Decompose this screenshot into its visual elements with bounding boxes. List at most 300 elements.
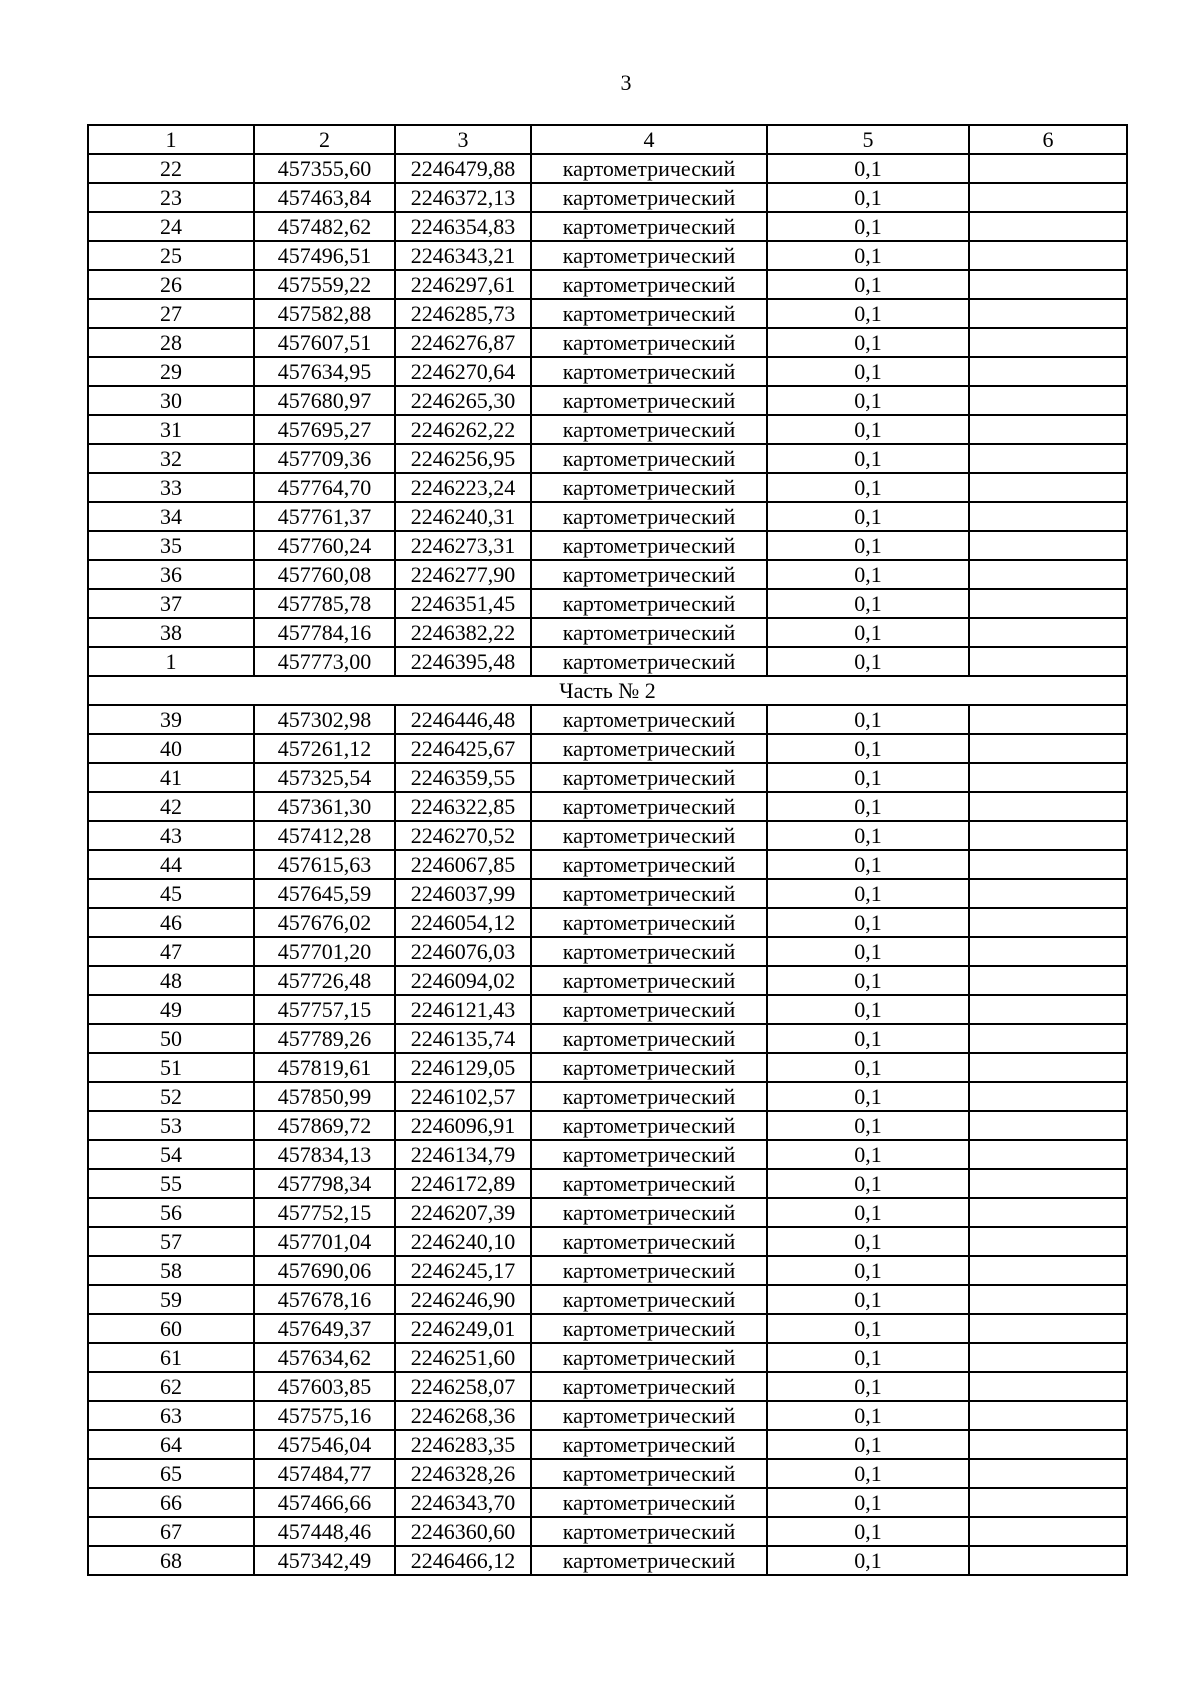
point-number-cell: 49	[88, 995, 254, 1024]
coordinate-y-cell: 2246067,85	[395, 850, 531, 879]
table-row	[88, 1285, 1127, 1314]
accuracy-cell: 0,1	[767, 879, 969, 908]
accuracy-cell: 0,1	[767, 792, 969, 821]
coordinate-y-cell: 2246351,45	[395, 589, 531, 618]
note-cell	[969, 647, 1127, 676]
method-cell: картометрический	[531, 1111, 767, 1140]
accuracy-cell: 0,1	[767, 1488, 969, 1517]
table-row	[88, 1430, 1127, 1459]
table-row	[88, 647, 1127, 676]
point-number-cell: 26	[88, 270, 254, 299]
table-row	[88, 1227, 1127, 1256]
accuracy-cell: 0,1	[767, 1024, 969, 1053]
coordinate-x-cell: 457764,70	[254, 473, 395, 502]
coordinate-y-cell: 2246102,57	[395, 1082, 531, 1111]
method-cell: картометрический	[531, 502, 767, 531]
coordinate-x-cell: 457649,37	[254, 1314, 395, 1343]
coordinate-x-cell: 457634,95	[254, 357, 395, 386]
accuracy-cell: 0,1	[767, 183, 969, 212]
coordinate-x-cell: 457789,26	[254, 1024, 395, 1053]
coordinate-y-cell: 2246382,22	[395, 618, 531, 647]
table-row	[88, 966, 1127, 995]
accuracy-cell: 0,1	[767, 1314, 969, 1343]
note-cell	[969, 415, 1127, 444]
table-row	[88, 908, 1127, 937]
coordinate-y-cell: 2246245,17	[395, 1256, 531, 1285]
coordinate-x-cell: 457690,06	[254, 1256, 395, 1285]
table-row	[88, 821, 1127, 850]
accuracy-cell: 0,1	[767, 1372, 969, 1401]
accuracy-cell: 0,1	[767, 1256, 969, 1285]
coordinate-x-cell: 457261,12	[254, 734, 395, 763]
accuracy-cell: 0,1	[767, 1140, 969, 1169]
point-number-cell: 54	[88, 1140, 254, 1169]
coordinate-y-cell: 2246343,70	[395, 1488, 531, 1517]
coordinate-y-cell: 2246372,13	[395, 183, 531, 212]
coordinate-y-cell: 2246283,35	[395, 1430, 531, 1459]
method-cell: картометрический	[531, 850, 767, 879]
note-cell	[969, 589, 1127, 618]
method-cell: картометрический	[531, 589, 767, 618]
coordinate-x-cell: 457760,08	[254, 560, 395, 589]
point-number-cell: 65	[88, 1459, 254, 1488]
coordinate-y-cell: 2246322,85	[395, 792, 531, 821]
section-row	[88, 676, 1127, 705]
accuracy-cell: 0,1	[767, 241, 969, 270]
method-cell: картометрический	[531, 1488, 767, 1517]
note-cell	[969, 734, 1127, 763]
note-cell	[969, 560, 1127, 589]
note-cell	[969, 1372, 1127, 1401]
note-cell	[969, 502, 1127, 531]
method-cell: картометрический	[531, 473, 767, 502]
table-row	[88, 270, 1127, 299]
coordinate-y-cell: 2246270,52	[395, 821, 531, 850]
point-number-cell: 59	[88, 1285, 254, 1314]
point-number-cell: 53	[88, 1111, 254, 1140]
coordinate-x-cell: 457582,88	[254, 299, 395, 328]
point-number-cell: 62	[88, 1372, 254, 1401]
point-number-cell: 25	[88, 241, 254, 270]
method-cell: картометрический	[531, 1053, 767, 1082]
accuracy-cell: 0,1	[767, 1169, 969, 1198]
accuracy-cell: 0,1	[767, 705, 969, 734]
table-row	[88, 1140, 1127, 1169]
coordinate-x-cell: 457773,00	[254, 647, 395, 676]
note-cell	[969, 531, 1127, 560]
point-number-cell: 47	[88, 937, 254, 966]
coordinate-y-cell: 2246270,64	[395, 357, 531, 386]
point-number-cell: 37	[88, 589, 254, 618]
method-cell: картометрический	[531, 270, 767, 299]
accuracy-cell: 0,1	[767, 212, 969, 241]
accuracy-cell: 0,1	[767, 618, 969, 647]
method-cell: картометрический	[531, 1372, 767, 1401]
method-cell: картометрический	[531, 1024, 767, 1053]
method-cell: картометрический	[531, 705, 767, 734]
coordinate-x-cell: 457603,85	[254, 1372, 395, 1401]
table-row	[88, 1198, 1127, 1227]
coordinate-x-cell: 457575,16	[254, 1401, 395, 1430]
note-cell	[969, 212, 1127, 241]
table-row	[88, 415, 1127, 444]
table-row	[88, 1169, 1127, 1198]
table-row	[88, 357, 1127, 386]
point-number-cell: 44	[88, 850, 254, 879]
coordinate-x-cell: 457701,04	[254, 1227, 395, 1256]
point-number-cell: 61	[88, 1343, 254, 1372]
point-number-cell: 63	[88, 1401, 254, 1430]
coordinate-x-cell: 457484,77	[254, 1459, 395, 1488]
note-cell	[969, 1082, 1127, 1111]
method-cell: картометрический	[531, 531, 767, 560]
point-number-cell: 48	[88, 966, 254, 995]
method-cell: картометрический	[531, 1227, 767, 1256]
note-cell	[969, 1517, 1127, 1546]
coordinate-y-cell: 2246172,89	[395, 1169, 531, 1198]
table-row	[88, 705, 1127, 734]
coordinate-x-cell: 457752,15	[254, 1198, 395, 1227]
note-cell	[969, 386, 1127, 415]
coordinate-x-cell: 457615,63	[254, 850, 395, 879]
method-cell: картометрический	[531, 792, 767, 821]
point-number-cell: 57	[88, 1227, 254, 1256]
accuracy-cell: 0,1	[767, 328, 969, 357]
note-cell	[969, 1024, 1127, 1053]
point-number-cell: 27	[88, 299, 254, 328]
method-cell: картометрический	[531, 937, 767, 966]
table-row	[88, 734, 1127, 763]
note-cell	[969, 1053, 1127, 1082]
point-number-cell: 40	[88, 734, 254, 763]
accuracy-cell: 0,1	[767, 1401, 969, 1430]
coordinate-y-cell: 2246265,30	[395, 386, 531, 415]
table-body	[88, 125, 1127, 1575]
coordinate-y-cell: 2246240,31	[395, 502, 531, 531]
coordinate-x-cell: 457680,97	[254, 386, 395, 415]
table-row	[88, 473, 1127, 502]
method-cell: картометрический	[531, 1256, 767, 1285]
note-cell	[969, 1256, 1127, 1285]
method-cell: картометрический	[531, 299, 767, 328]
point-number-cell: 50	[88, 1024, 254, 1053]
coordinate-x-cell: 457361,30	[254, 792, 395, 821]
column-header: 5	[767, 125, 969, 154]
coordinate-x-cell: 457676,02	[254, 908, 395, 937]
accuracy-cell: 0,1	[767, 763, 969, 792]
method-cell: картометрический	[531, 1546, 767, 1575]
accuracy-cell: 0,1	[767, 966, 969, 995]
method-cell: картометрический	[531, 1401, 767, 1430]
point-number-cell: 51	[88, 1053, 254, 1082]
point-number-cell: 28	[88, 328, 254, 357]
table-row	[88, 1111, 1127, 1140]
accuracy-cell: 0,1	[767, 1343, 969, 1372]
coordinate-y-cell: 2246037,99	[395, 879, 531, 908]
table-row	[88, 995, 1127, 1024]
table-row	[88, 1517, 1127, 1546]
table-header-row	[88, 125, 1127, 154]
coordinate-y-cell: 2246096,91	[395, 1111, 531, 1140]
note-cell	[969, 357, 1127, 386]
accuracy-cell: 0,1	[767, 1285, 969, 1314]
table-row	[88, 1053, 1127, 1082]
point-number-cell: 34	[88, 502, 254, 531]
coordinate-y-cell: 2246076,03	[395, 937, 531, 966]
accuracy-cell: 0,1	[767, 850, 969, 879]
coordinate-x-cell: 457726,48	[254, 966, 395, 995]
note-cell	[969, 1140, 1127, 1169]
coordinate-y-cell: 2246121,43	[395, 995, 531, 1024]
coordinate-y-cell: 2246251,60	[395, 1343, 531, 1372]
coordinate-x-cell: 457695,27	[254, 415, 395, 444]
accuracy-cell: 0,1	[767, 1430, 969, 1459]
note-cell	[969, 1546, 1127, 1575]
point-number-cell: 67	[88, 1517, 254, 1546]
coordinate-y-cell: 2246256,95	[395, 444, 531, 473]
coordinate-x-cell: 457850,99	[254, 1082, 395, 1111]
coordinate-x-cell: 457678,16	[254, 1285, 395, 1314]
accuracy-cell: 0,1	[767, 531, 969, 560]
table-row	[88, 1372, 1127, 1401]
note-cell	[969, 850, 1127, 879]
point-number-cell: 41	[88, 763, 254, 792]
coordinate-y-cell: 2246425,67	[395, 734, 531, 763]
table-row	[88, 299, 1127, 328]
note-cell	[969, 1343, 1127, 1372]
point-number-cell: 24	[88, 212, 254, 241]
point-number-cell: 43	[88, 821, 254, 850]
point-number-cell: 35	[88, 531, 254, 560]
column-header: 2	[254, 125, 395, 154]
table-row	[88, 531, 1127, 560]
point-number-cell: 36	[88, 560, 254, 589]
coordinate-x-cell: 457463,84	[254, 183, 395, 212]
coordinate-x-cell: 457546,04	[254, 1430, 395, 1459]
point-number-cell: 29	[88, 357, 254, 386]
method-cell: картометрический	[531, 444, 767, 473]
note-cell	[969, 1459, 1127, 1488]
accuracy-cell: 0,1	[767, 299, 969, 328]
coordinate-x-cell: 457302,98	[254, 705, 395, 734]
point-number-cell: 39	[88, 705, 254, 734]
table-row	[88, 154, 1127, 183]
method-cell: картометрический	[531, 821, 767, 850]
coordinate-y-cell: 2246328,26	[395, 1459, 531, 1488]
method-cell: картометрический	[531, 1285, 767, 1314]
point-number-cell: 66	[88, 1488, 254, 1517]
method-cell: картометрический	[531, 879, 767, 908]
coordinate-x-cell: 457709,36	[254, 444, 395, 473]
method-cell: картометрический	[531, 1343, 767, 1372]
accuracy-cell: 0,1	[767, 1111, 969, 1140]
table-row	[88, 792, 1127, 821]
note-cell	[969, 1401, 1127, 1430]
accuracy-cell: 0,1	[767, 821, 969, 850]
coordinate-x-cell: 457869,72	[254, 1111, 395, 1140]
table-row	[88, 1401, 1127, 1430]
note-cell	[969, 328, 1127, 357]
method-cell: картометрический	[531, 763, 767, 792]
coordinate-y-cell: 2246135,74	[395, 1024, 531, 1053]
note-cell	[969, 1488, 1127, 1517]
coordinate-y-cell: 2246258,07	[395, 1372, 531, 1401]
note-cell	[969, 1111, 1127, 1140]
coordinate-y-cell: 2246479,88	[395, 154, 531, 183]
coordinate-x-cell: 457760,24	[254, 531, 395, 560]
page-number: 3	[620, 70, 632, 95]
coordinate-x-cell: 457325,54	[254, 763, 395, 792]
table-row	[88, 879, 1127, 908]
method-cell: картометрический	[531, 415, 767, 444]
coordinate-y-cell: 2246223,24	[395, 473, 531, 502]
method-cell: картометрический	[531, 357, 767, 386]
accuracy-cell: 0,1	[767, 357, 969, 386]
table-row	[88, 1343, 1127, 1372]
note-cell	[969, 937, 1127, 966]
note-cell	[969, 1198, 1127, 1227]
accuracy-cell: 0,1	[767, 1227, 969, 1256]
coordinate-x-cell: 457412,28	[254, 821, 395, 850]
table-row	[88, 763, 1127, 792]
column-header: 1	[88, 125, 254, 154]
accuracy-cell: 0,1	[767, 560, 969, 589]
coordinate-x-cell: 457757,15	[254, 995, 395, 1024]
method-cell: картометрический	[531, 241, 767, 270]
coordinates-table	[87, 124, 1128, 1576]
table-row	[88, 618, 1127, 647]
coordinate-y-cell: 2246277,90	[395, 560, 531, 589]
point-number-cell: 46	[88, 908, 254, 937]
coordinate-y-cell: 2246262,22	[395, 415, 531, 444]
accuracy-cell: 0,1	[767, 1459, 969, 1488]
accuracy-cell: 0,1	[767, 386, 969, 415]
table-row	[88, 1314, 1127, 1343]
note-cell	[969, 299, 1127, 328]
table-row	[88, 1024, 1127, 1053]
point-number-cell: 30	[88, 386, 254, 415]
coordinate-y-cell: 2246207,39	[395, 1198, 531, 1227]
accuracy-cell: 0,1	[767, 589, 969, 618]
accuracy-cell: 0,1	[767, 270, 969, 299]
coordinate-x-cell: 457559,22	[254, 270, 395, 299]
method-cell: картометрический	[531, 995, 767, 1024]
method-cell: картометрический	[531, 154, 767, 183]
note-cell	[969, 705, 1127, 734]
method-cell: картометрический	[531, 647, 767, 676]
point-number-cell: 38	[88, 618, 254, 647]
coordinate-x-cell: 457496,51	[254, 241, 395, 270]
accuracy-cell: 0,1	[767, 734, 969, 763]
accuracy-cell: 0,1	[767, 1546, 969, 1575]
coordinate-y-cell: 2246276,87	[395, 328, 531, 357]
method-cell: картометрический	[531, 1517, 767, 1546]
point-number-cell: 68	[88, 1546, 254, 1575]
note-cell	[969, 763, 1127, 792]
table-row	[88, 589, 1127, 618]
coordinate-x-cell: 457355,60	[254, 154, 395, 183]
column-header: 3	[395, 125, 531, 154]
coordinate-x-cell: 457784,16	[254, 618, 395, 647]
table-row	[88, 1459, 1127, 1488]
section-label: Часть № 2	[88, 676, 1127, 705]
column-header: 6	[969, 125, 1127, 154]
note-cell	[969, 270, 1127, 299]
coordinate-x-cell: 457607,51	[254, 328, 395, 357]
coordinate-y-cell: 2246359,55	[395, 763, 531, 792]
point-number-cell: 45	[88, 879, 254, 908]
method-cell: картометрический	[531, 734, 767, 763]
note-cell	[969, 792, 1127, 821]
method-cell: картометрический	[531, 908, 767, 937]
coordinate-x-cell: 457701,20	[254, 937, 395, 966]
point-number-cell: 58	[88, 1256, 254, 1285]
accuracy-cell: 0,1	[767, 1517, 969, 1546]
method-cell: картометрический	[531, 1459, 767, 1488]
coordinate-y-cell: 2246343,21	[395, 241, 531, 270]
accuracy-cell: 0,1	[767, 908, 969, 937]
coordinate-x-cell: 457342,49	[254, 1546, 395, 1575]
accuracy-cell: 0,1	[767, 995, 969, 1024]
coordinate-x-cell: 457634,62	[254, 1343, 395, 1372]
table-row	[88, 560, 1127, 589]
coordinate-y-cell: 2246297,61	[395, 270, 531, 299]
coordinate-y-cell: 2246054,12	[395, 908, 531, 937]
table-row	[88, 444, 1127, 473]
table-row	[88, 328, 1127, 357]
coordinate-y-cell: 2246466,12	[395, 1546, 531, 1575]
note-cell	[969, 154, 1127, 183]
coordinate-x-cell: 457645,59	[254, 879, 395, 908]
coordinate-x-cell: 457448,46	[254, 1517, 395, 1546]
note-cell	[969, 821, 1127, 850]
accuracy-cell: 0,1	[767, 937, 969, 966]
table-row	[88, 183, 1127, 212]
note-cell	[969, 1227, 1127, 1256]
note-cell	[969, 995, 1127, 1024]
coordinate-x-cell: 457761,37	[254, 502, 395, 531]
coordinate-x-cell: 457798,34	[254, 1169, 395, 1198]
method-cell: картометрический	[531, 1198, 767, 1227]
accuracy-cell: 0,1	[767, 647, 969, 676]
column-header: 4	[531, 125, 767, 154]
coordinate-x-cell: 457834,13	[254, 1140, 395, 1169]
accuracy-cell: 0,1	[767, 444, 969, 473]
table-row	[88, 1488, 1127, 1517]
accuracy-cell: 0,1	[767, 502, 969, 531]
note-cell	[969, 966, 1127, 995]
coordinate-y-cell: 2246285,73	[395, 299, 531, 328]
note-cell	[969, 473, 1127, 502]
accuracy-cell: 0,1	[767, 1198, 969, 1227]
coordinate-y-cell: 2246446,48	[395, 705, 531, 734]
point-number-cell: 42	[88, 792, 254, 821]
coordinate-x-cell: 457466,66	[254, 1488, 395, 1517]
table-row	[88, 212, 1127, 241]
point-number-cell: 33	[88, 473, 254, 502]
method-cell: картометрический	[531, 560, 767, 589]
note-cell	[969, 241, 1127, 270]
coordinate-y-cell: 2246268,36	[395, 1401, 531, 1430]
coordinate-y-cell: 2246360,60	[395, 1517, 531, 1546]
table-row	[88, 241, 1127, 270]
table-row	[88, 850, 1127, 879]
note-cell	[969, 1314, 1127, 1343]
coordinate-y-cell: 2246246,90	[395, 1285, 531, 1314]
table-row	[88, 1256, 1127, 1285]
accuracy-cell: 0,1	[767, 1082, 969, 1111]
coordinate-y-cell: 2246129,05	[395, 1053, 531, 1082]
